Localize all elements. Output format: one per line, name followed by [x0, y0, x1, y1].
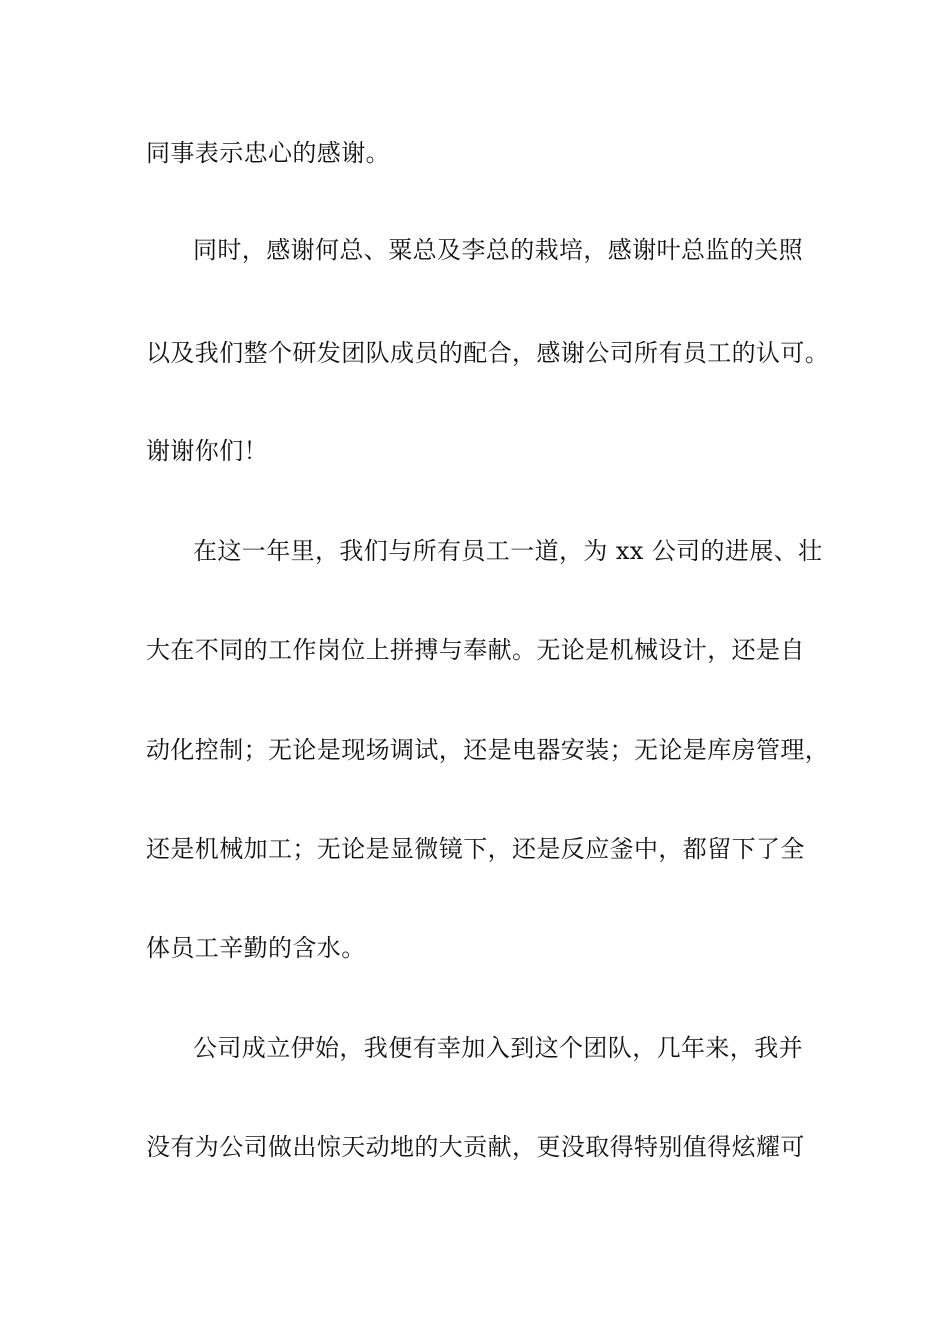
- paragraph-first-line: 同时，感谢何总、粟总及李总的栽培，感谢叶总监的关照: [193, 236, 803, 264]
- text-line: 大在不同的工作岗位上拼搏与奉献。无论是机械设计，还是自: [146, 636, 805, 664]
- text-line: 谢谢你们！: [146, 437, 268, 465]
- text-line: 同事表示忠心的感谢。: [146, 139, 390, 167]
- paragraph-first-line: 公司成立伊始，我便有幸加入到这个团队，几年来，我并: [193, 1034, 803, 1062]
- paragraph-first-line: 在这一年里，我们与所有员工一道，为 xx 公司的进展、壮: [193, 537, 823, 565]
- text-line: 没有为公司做出惊天动地的大贡献，更没取得特别值得炫耀可: [146, 1133, 805, 1161]
- text-line: 动化控制；无论是现场调试，还是电器安装；无论是库房管理，: [146, 736, 830, 764]
- text-line: 体员工辛勤的含水。: [146, 934, 366, 962]
- text-line: 还是机械加工；无论是显微镜下，还是反应釜中，都留下了全: [146, 835, 805, 863]
- text-line: 以及我们整个研发团队成员的配合，感谢公司所有员工的认可。: [146, 339, 830, 367]
